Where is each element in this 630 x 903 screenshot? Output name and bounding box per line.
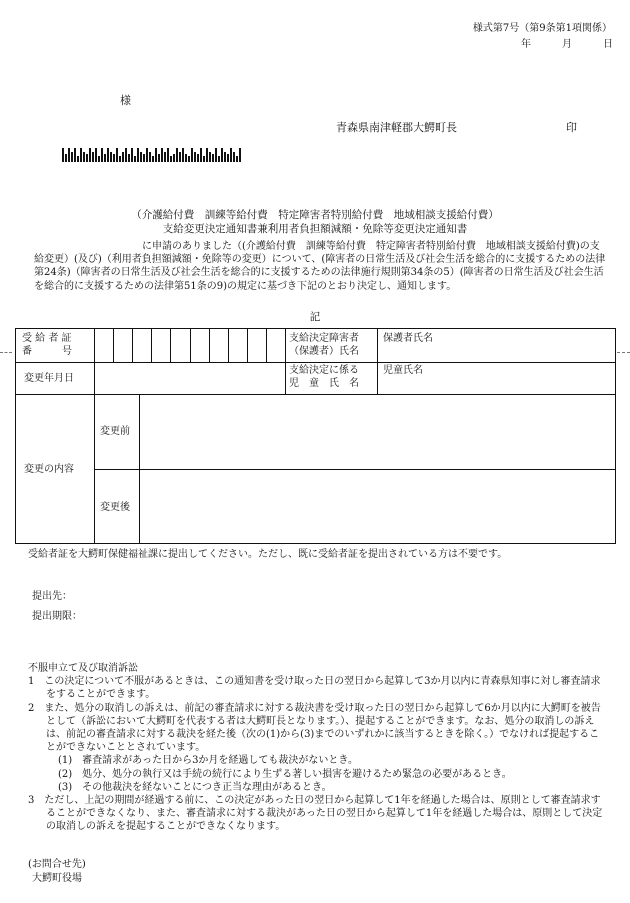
- objection-item-2: 2 また、処分の取消しの訴えは、前記の審査請求に対する裁決書を受け取った日の翌日から起算して6か月以内に大鰐町を被告として（訴訟において大鰐町を代表する者は大鰐町長となります。）、提起することができます。なお、処分の取消しの訴えは、前記の審査請求に対する裁決を経た後（次の(1)から(3)までのいずれかに該当するときを除く。）でなければ提起することができないこととされています。: [28, 702, 601, 754]
- barcode-bar: [224, 152, 226, 162]
- barcode-bar: [92, 152, 94, 162]
- barcode-bar: [206, 148, 208, 162]
- destination-label: 提出先：: [32, 591, 72, 602]
- child-name-field[interactable]: 児童氏名: [383, 365, 423, 376]
- barcode-bar: [215, 148, 217, 162]
- submit-note: 受給者証を大鰐町保健福祉課に提出してください。ただし、既に受給者証を提出されている方は不要です。: [28, 549, 508, 560]
- objection-sub-3: (3) その他裁決を経ないことにつき正当な理由があるとき。: [58, 781, 332, 793]
- barcode-bar: [74, 148, 76, 162]
- issuer-name: 青森県南津軽郡大鰐町長: [336, 121, 457, 134]
- barcode-bar: [119, 156, 121, 162]
- barcode-bar: [218, 156, 220, 162]
- cert-number-label-line1: 受 給 者 証: [22, 333, 72, 344]
- decided-person-label-line1: 支給決定障害者: [289, 333, 359, 344]
- barcode-bar: [134, 156, 136, 162]
- before-change-label: 変更前: [100, 426, 130, 437]
- child-label: [289, 364, 375, 390]
- barcode-bar: [161, 148, 163, 162]
- form-number: 様式第7号（第9条第1項関係）: [472, 23, 612, 34]
- ki-heading: 記: [309, 311, 321, 323]
- barcode-bar: [179, 152, 181, 162]
- barcode-bar: [191, 148, 193, 162]
- barcode-bar: [86, 154, 88, 162]
- barcode-bar: [227, 154, 229, 162]
- barcode-bar: [203, 156, 205, 162]
- barcode-bar: [131, 148, 133, 162]
- barcode-bar: [83, 152, 85, 162]
- date-year: 年: [521, 39, 532, 50]
- barcode-bar: [167, 148, 169, 162]
- contact-office: 大鰐町役場: [32, 872, 82, 884]
- fold-mark-left: [0, 352, 12, 353]
- barcode-bar: [155, 148, 157, 162]
- cert-number-label: [22, 332, 90, 358]
- barcode-bar: [233, 152, 235, 162]
- barcode-bar: [209, 152, 211, 162]
- barcode-bar: [197, 154, 199, 162]
- contact-block: [28, 858, 86, 885]
- decision-table: [15, 328, 616, 544]
- cert-number-input[interactable]: [96, 331, 283, 361]
- barcode-bar: [152, 156, 154, 162]
- change-date-field[interactable]: [96, 364, 283, 393]
- barcode-bar: [113, 154, 115, 162]
- barcode-bar: [194, 152, 196, 162]
- barcode-bar: [68, 148, 70, 162]
- after-change-field[interactable]: [141, 471, 614, 543]
- change-content-label: 変更の内容: [24, 464, 74, 475]
- before-change-field[interactable]: [141, 396, 614, 468]
- objection-heading: 不服申立て及び取消訴訟: [28, 663, 138, 674]
- barcode-bar: [62, 148, 64, 162]
- date-day: 日: [603, 39, 614, 50]
- row-divider: [16, 362, 615, 363]
- barcode-bar: [239, 148, 241, 162]
- objection-sub-2: (2) 処分、処分の執行又は手続の続行により生ずる著しい損害を避けるため緊急の必要があるとき。: [58, 768, 512, 780]
- barcode-bar: [173, 154, 175, 162]
- row-divider: [16, 394, 615, 395]
- barcode-bar: [122, 152, 124, 162]
- objection-section: [28, 662, 608, 833]
- objection-sub-1: (1) 審査請求があった日から3か月を経過しても裁決がないとき。: [58, 755, 359, 767]
- barcode-bar: [170, 156, 172, 162]
- barcode-bar: [200, 148, 202, 162]
- objection-item-3: 3 ただし、上記の期間が経過する前に、この決定があった日の翌日から起算して1年を経過した場合は、原則として審査請求することができなくなり、また、審査請求に対する裁決があった日の翌日から起算して1年を経過した場合は、原則として決定の取消しの訴えを提起することができなくなります。: [28, 794, 603, 833]
- barcode-bar: [107, 148, 109, 162]
- barcode-bar: [110, 152, 112, 162]
- barcode-bar: [182, 148, 184, 162]
- col-divider: [139, 394, 140, 543]
- barcode-bar: [65, 154, 67, 162]
- barcode-bar: [77, 156, 79, 162]
- barcode-bar: [128, 154, 130, 162]
- barcode-bar: [221, 148, 223, 162]
- col-divider: [94, 394, 95, 543]
- barcode-bar: [125, 148, 127, 162]
- barcode-bar: [143, 154, 145, 162]
- decided-person-label-line2: （保護者）氏名: [289, 346, 359, 357]
- barcode-bar: [101, 148, 103, 162]
- barcode-bar: [188, 156, 190, 162]
- guardian-name-field[interactable]: 保護者氏名: [383, 333, 433, 344]
- notice-body: に申請のありました（(介護給付費 訓練等給付費 特定障害者特別給付費 地域相談支援給付費)の支給変更）(及び)（利用者負担額減額・免除等の変更）について、(障害者の日常生活及び社会生活を総合的に支援するための法律第24条)（障害者の日常生活及び社会生活を総合的に支援するための法律施行規則第34条の5）(障害者の日常生活及び社会生活を総合的に支援するための法律第51条の9)の規定に基づき下記のとおり決定し、通知します。: [34, 241, 606, 292]
- cert-number-label-line2: 番 号: [22, 346, 72, 357]
- barcode-bar: [158, 154, 160, 162]
- barcode-bar: [212, 154, 214, 162]
- col-divider: [285, 329, 286, 394]
- contact-label: (お問合せ先): [28, 859, 86, 870]
- barcode-bar: [116, 148, 118, 162]
- barcode-bar: [230, 148, 232, 162]
- document-title-line1: （介護給付費 訓練等給付費 特定障害者特別給付費 地域相談支援給付費）: [131, 209, 499, 221]
- barcode-bar: [146, 148, 148, 162]
- barcode-bar: [80, 148, 82, 162]
- date-month: 月: [562, 39, 573, 50]
- barcode-bar: [149, 152, 151, 162]
- after-change-label: 変更後: [100, 502, 130, 513]
- seal-mark: 印: [566, 121, 577, 134]
- customer-barcode: [62, 148, 302, 162]
- child-label-line2: 児 童 氏 名: [289, 378, 359, 389]
- deadline-label: 提出期限：: [32, 611, 82, 622]
- barcode-bar: [176, 148, 178, 162]
- child-label-line1: 支給決定に係る: [289, 365, 359, 376]
- addressee: 様: [120, 94, 131, 107]
- barcode-bar: [164, 152, 166, 162]
- fold-mark-right: [617, 352, 630, 353]
- decided-person-label: [289, 332, 375, 358]
- barcode-bar: [98, 156, 100, 162]
- issue-date: [521, 38, 614, 52]
- objection-item-1: 1 この決定について不服があるときは、この通知書を受け取った日の翌日から起算して3か月以内に青森県知事に対し審査請求をすることができます。: [28, 676, 601, 701]
- barcode-bar: [89, 148, 91, 162]
- barcode-bar: [140, 152, 142, 162]
- change-date-label: 変更年月日: [24, 373, 74, 384]
- col-divider: [377, 329, 378, 394]
- barcode-bar: [185, 154, 187, 162]
- barcode-bar: [104, 154, 106, 162]
- document-title-line2: 支給変更決定通知書兼利用者負担額減額・免除等変更決定通知書: [162, 223, 468, 235]
- barcode-bar: [137, 148, 139, 162]
- row-divider: [94, 469, 615, 470]
- barcode-bar: [95, 148, 97, 162]
- barcode-bar: [71, 152, 73, 162]
- barcode-bar: [236, 156, 238, 162]
